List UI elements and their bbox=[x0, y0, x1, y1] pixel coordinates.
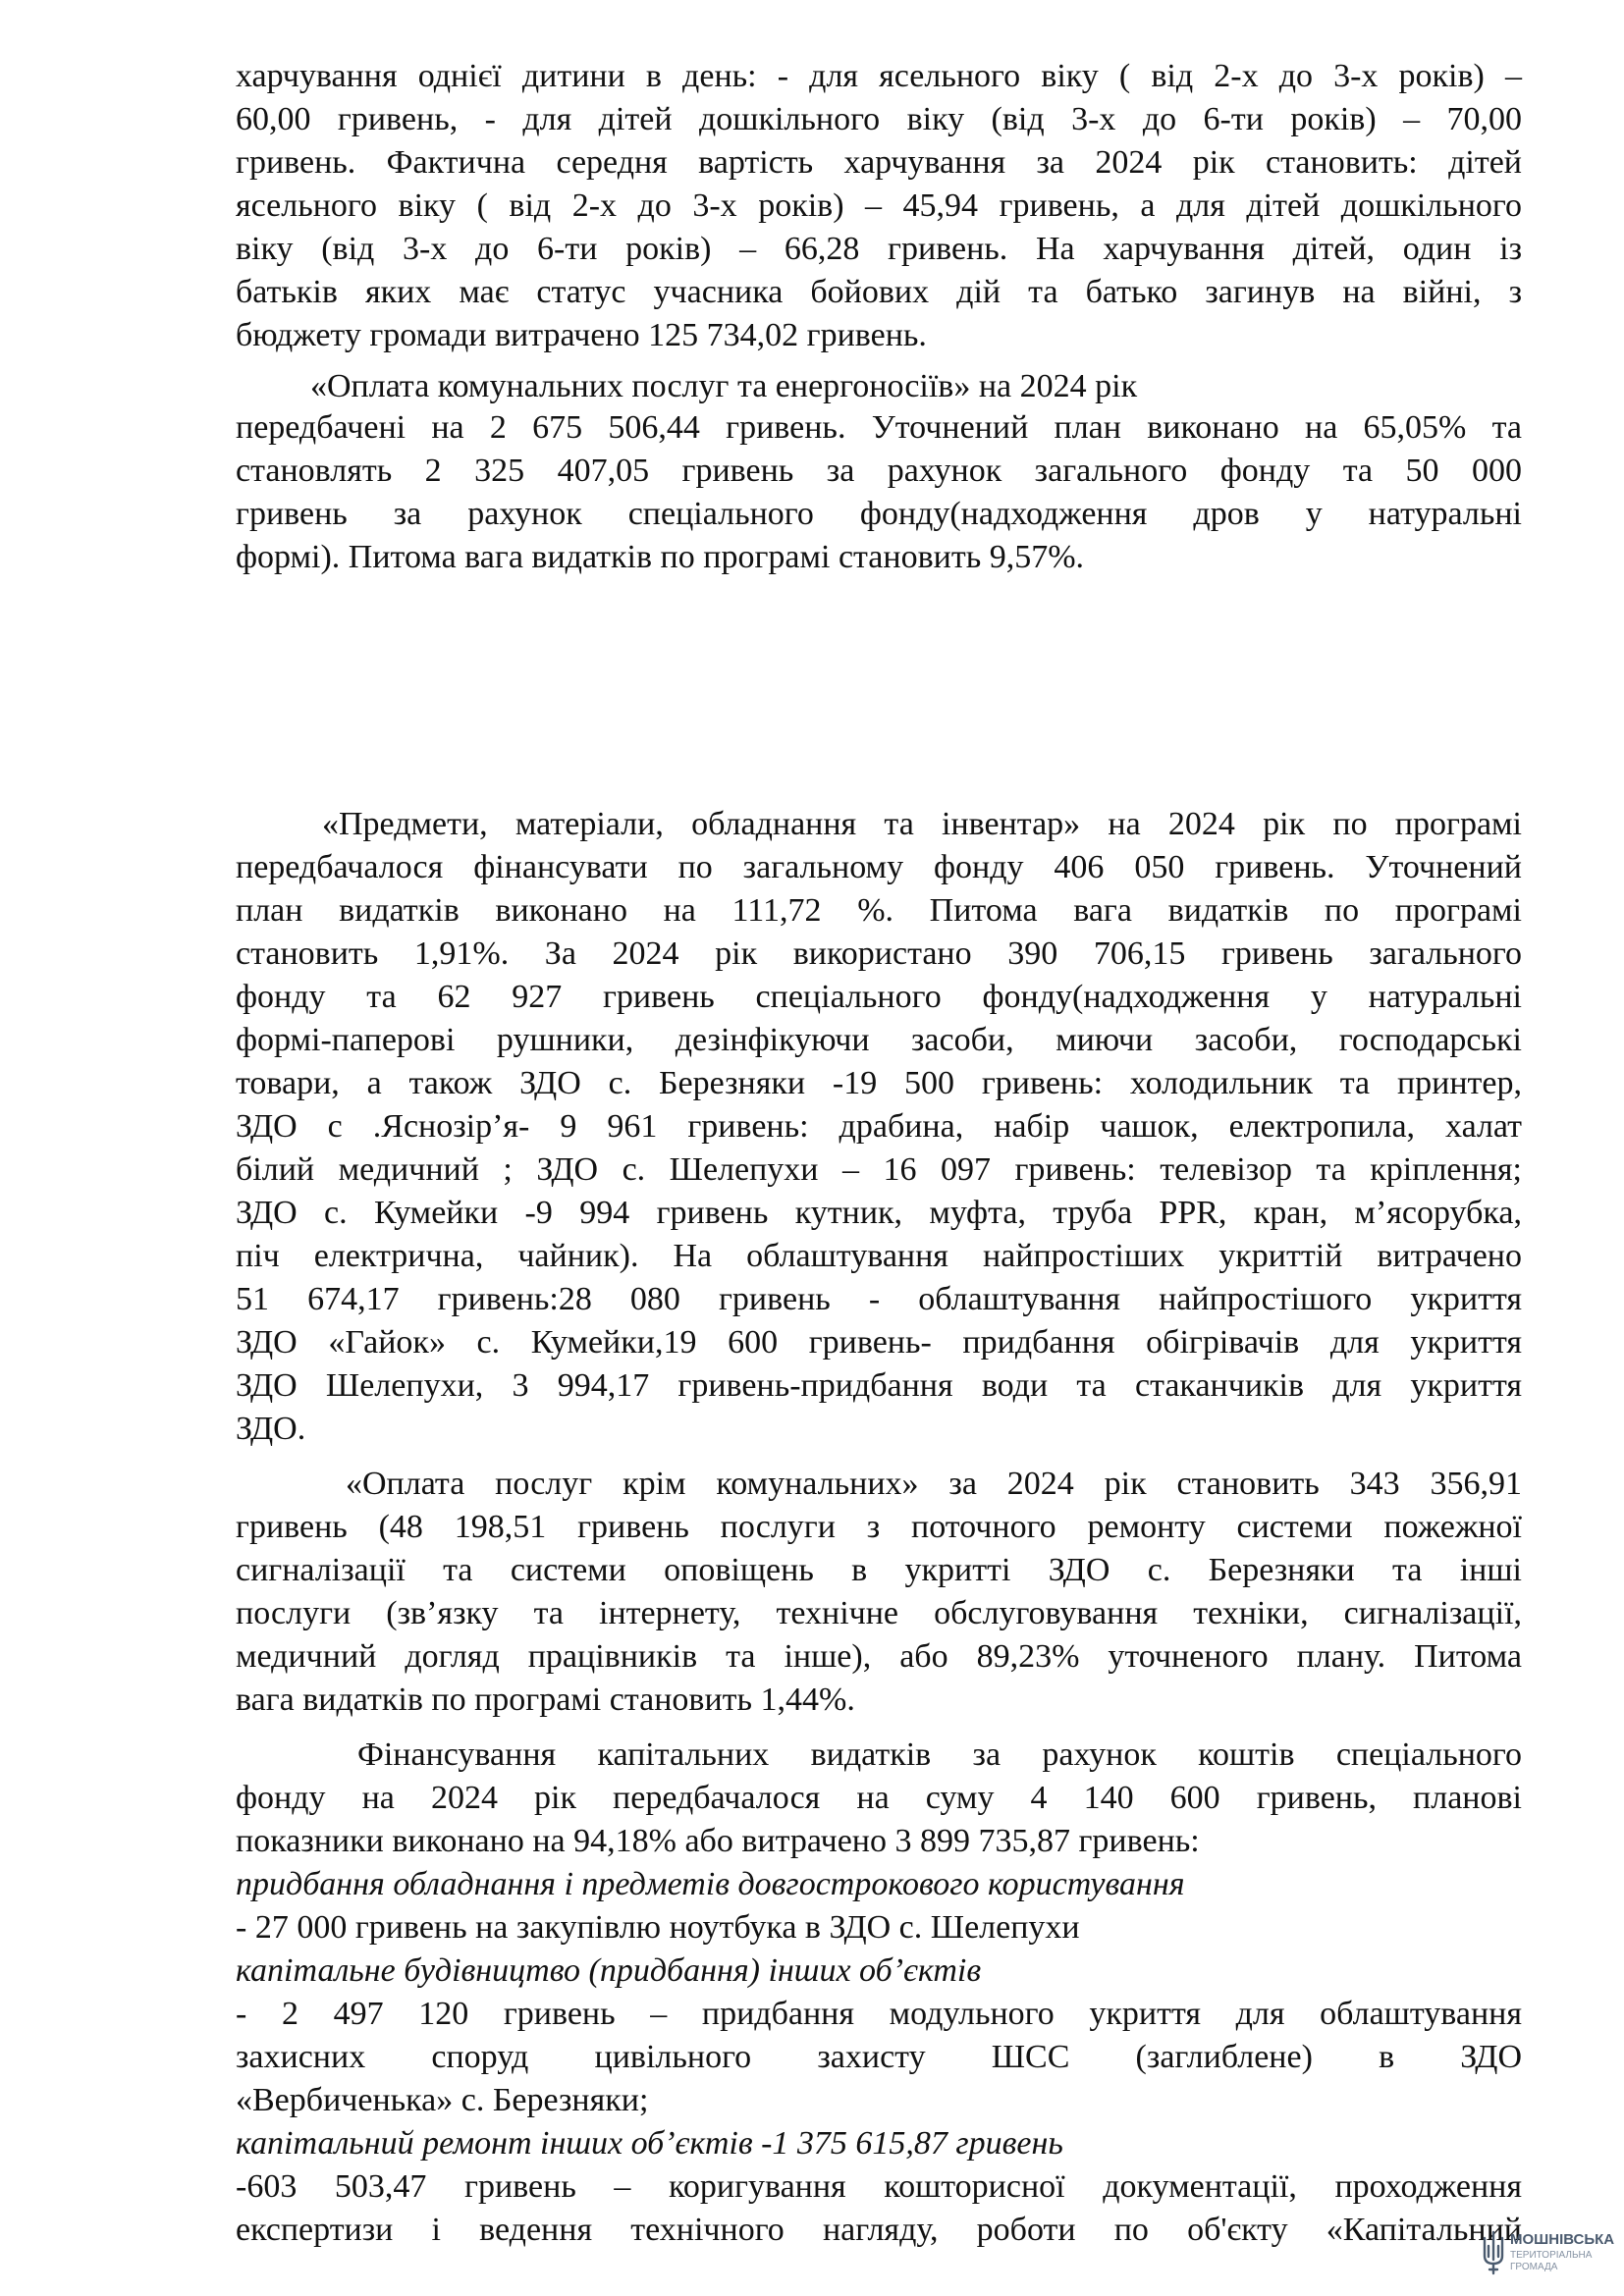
text-line: ЗДО с .Яснозір’я- 9 961 гривень: драбина, набір чашок, електропила, халат bbox=[236, 1108, 1522, 1145]
text-line: - 2 497 120 гривень – придбання модульного укриття для облаштування bbox=[236, 1996, 1522, 2032]
text-line: Фінансування капітальних видатків за рахунок коштів спеціального bbox=[357, 1736, 1522, 1773]
text-line: фонду на 2024 рік передбачалося на суму 4 140 600 гривень, планові bbox=[236, 1780, 1522, 1816]
text-line: ЗДО Шелепухи, 3 994,17 гривень-придбання води та стаканчиків для укриття bbox=[236, 1367, 1522, 1404]
text-line: - 27 000 гривень на закупівлю ноутбука в ЗДО с. Шелепухи bbox=[236, 1909, 1080, 1946]
text-line: медичний догляд працівників та інше), або 89,23% уточненого плану. Питома bbox=[236, 1638, 1522, 1675]
text-line: показники виконано на 94,18% або витрачено 3 899 735,87 гривень: bbox=[236, 1823, 1200, 1859]
text-line: «Оплата комунальних послуг та енергоносіїв» на 2024 рік bbox=[310, 368, 1138, 404]
text-line: -603 503,47 гривень – коригування кошторисної документації, проходження bbox=[236, 2168, 1522, 2205]
text-line: бюджету громади витрачено 125 734,02 гривень. bbox=[236, 317, 927, 353]
text-line: «Вербиченька» с. Березняки; bbox=[236, 2082, 649, 2118]
text-line: 60,00 гривень, - для дітей дошкільного віку (від 3-х до 6-ти років) – 70,00 bbox=[236, 101, 1522, 137]
text-line: ЗДО с. Кумейки -9 994 гривень кутник, муфта, труба PPR, кран, м’ясорубка, bbox=[236, 1195, 1522, 1231]
text-line: фонду та 62 927 гривень спеціального фонду(надходження у натуральні bbox=[236, 979, 1522, 1015]
text-line: товари, а також ЗДО с. Березняки -19 500 гривень: холодильник та принтер, bbox=[236, 1065, 1522, 1101]
text-line: гривень. Фактична середня вартість харчування за 2024 рік становить: дітей bbox=[236, 144, 1522, 181]
text-line: гривень (48 198,51 гривень послуги з поточного ремонту системи пожежної bbox=[236, 1509, 1522, 1545]
text-line: батьків яких має статус учасника бойових дій та батько загинув на війні, з bbox=[236, 274, 1522, 310]
text-line: сигналізації та системи оповіщень в укритті ЗДО с. Березняки та інші bbox=[236, 1552, 1522, 1588]
text-line: вага видатків по програмі становить 1,44%. bbox=[236, 1682, 855, 1718]
logo-subtitle-line: ГРОМАДА bbox=[1510, 2262, 1558, 2272]
text-line: «Предмети, матеріали, обладнання та інвентар» на 2024 рік по програмі bbox=[322, 806, 1522, 842]
text-line: віку (від 3-х до 6-ти років) – 66,28 гривень. На харчування дітей, один із bbox=[236, 231, 1522, 267]
text-line: передбачалося фінансувати по загальному фонду 406 050 гривень. Уточнений bbox=[236, 849, 1522, 885]
text-line: харчування однієї дитини в день: - для ясельного віку ( від 2-х до 3-х років) – bbox=[236, 58, 1522, 94]
text-line: «Оплата послуг крім комунальних» за 2024 рік становить 343 356,91 bbox=[346, 1466, 1522, 1502]
text-line: захисних споруд цивільного захисту ШСС (заглиблене) в ЗДО bbox=[236, 2039, 1522, 2075]
trident-icon bbox=[1481, 2230, 1506, 2275]
community-logo bbox=[1481, 2226, 1618, 2281]
text-line: ЗДО. bbox=[236, 1411, 306, 1447]
text-line: ясельного віку ( від 2-х до 3-х років) – 45,94 гривень, а для дітей дошкільного bbox=[236, 187, 1522, 224]
text-line: ЗДО «Гайок» с. Кумейки,19 600 гривень- придбання обігрівачів для укриття bbox=[236, 1324, 1522, 1361]
section-heading: капітальний ремонт інших об’єктів -1 375 615,87 гривень bbox=[236, 2125, 1063, 2162]
text-line: план видатків виконано на 111,72 %. Питома вага видатків по програмі bbox=[236, 892, 1522, 929]
text-line: послуги (зв’язку та інтернету, технічне обслуговування техніки, сигналізації, bbox=[236, 1595, 1522, 1631]
text-line: становлять 2 325 407,05 гривень за рахунок загального фонду та 50 000 bbox=[236, 453, 1522, 489]
text-line: експертизи і ведення технічного нагляду, роботи по об'єкту «Капітальний bbox=[236, 2212, 1522, 2248]
logo-subtitle-line: ТЕРИТОРІАЛЬНА bbox=[1510, 2250, 1593, 2261]
section-heading: придбання обладнання і предметів довгострокового користування bbox=[236, 1866, 1185, 1902]
text-line: передбачені на 2 675 506,44 гривень. Уточнений план виконано на 65,05% та bbox=[236, 409, 1522, 446]
text-line: білий медичний ; ЗДО с. Шелепухи – 16 097 гривень: телевізор та кріплення; bbox=[236, 1151, 1522, 1188]
text-line: формі-паперові рушники, дезінфікуючи засоби, миючи засоби, господарські bbox=[236, 1022, 1522, 1058]
text-line: гривень за рахунок спеціального фонду(надходження дров у натуральні bbox=[236, 496, 1522, 532]
section-heading: капітальне будівництво (придбання) інших об’єктів bbox=[236, 1952, 982, 1989]
text-line: 51 674,17 гривень:28 080 гривень - облаштування найпростішого укриття bbox=[236, 1281, 1522, 1317]
text-line: становить 1,91%. За 2024 рік використано 390 706,15 гривень загального bbox=[236, 935, 1522, 972]
text-line: формі). Питома вага видатків по програмі становить 9,57%. bbox=[236, 539, 1085, 575]
logo-name: МОШНІВСЬКА bbox=[1510, 2231, 1615, 2248]
text-line: піч електрична, чайник). На облаштування найпростіших укриттій витрачено bbox=[236, 1238, 1522, 1274]
